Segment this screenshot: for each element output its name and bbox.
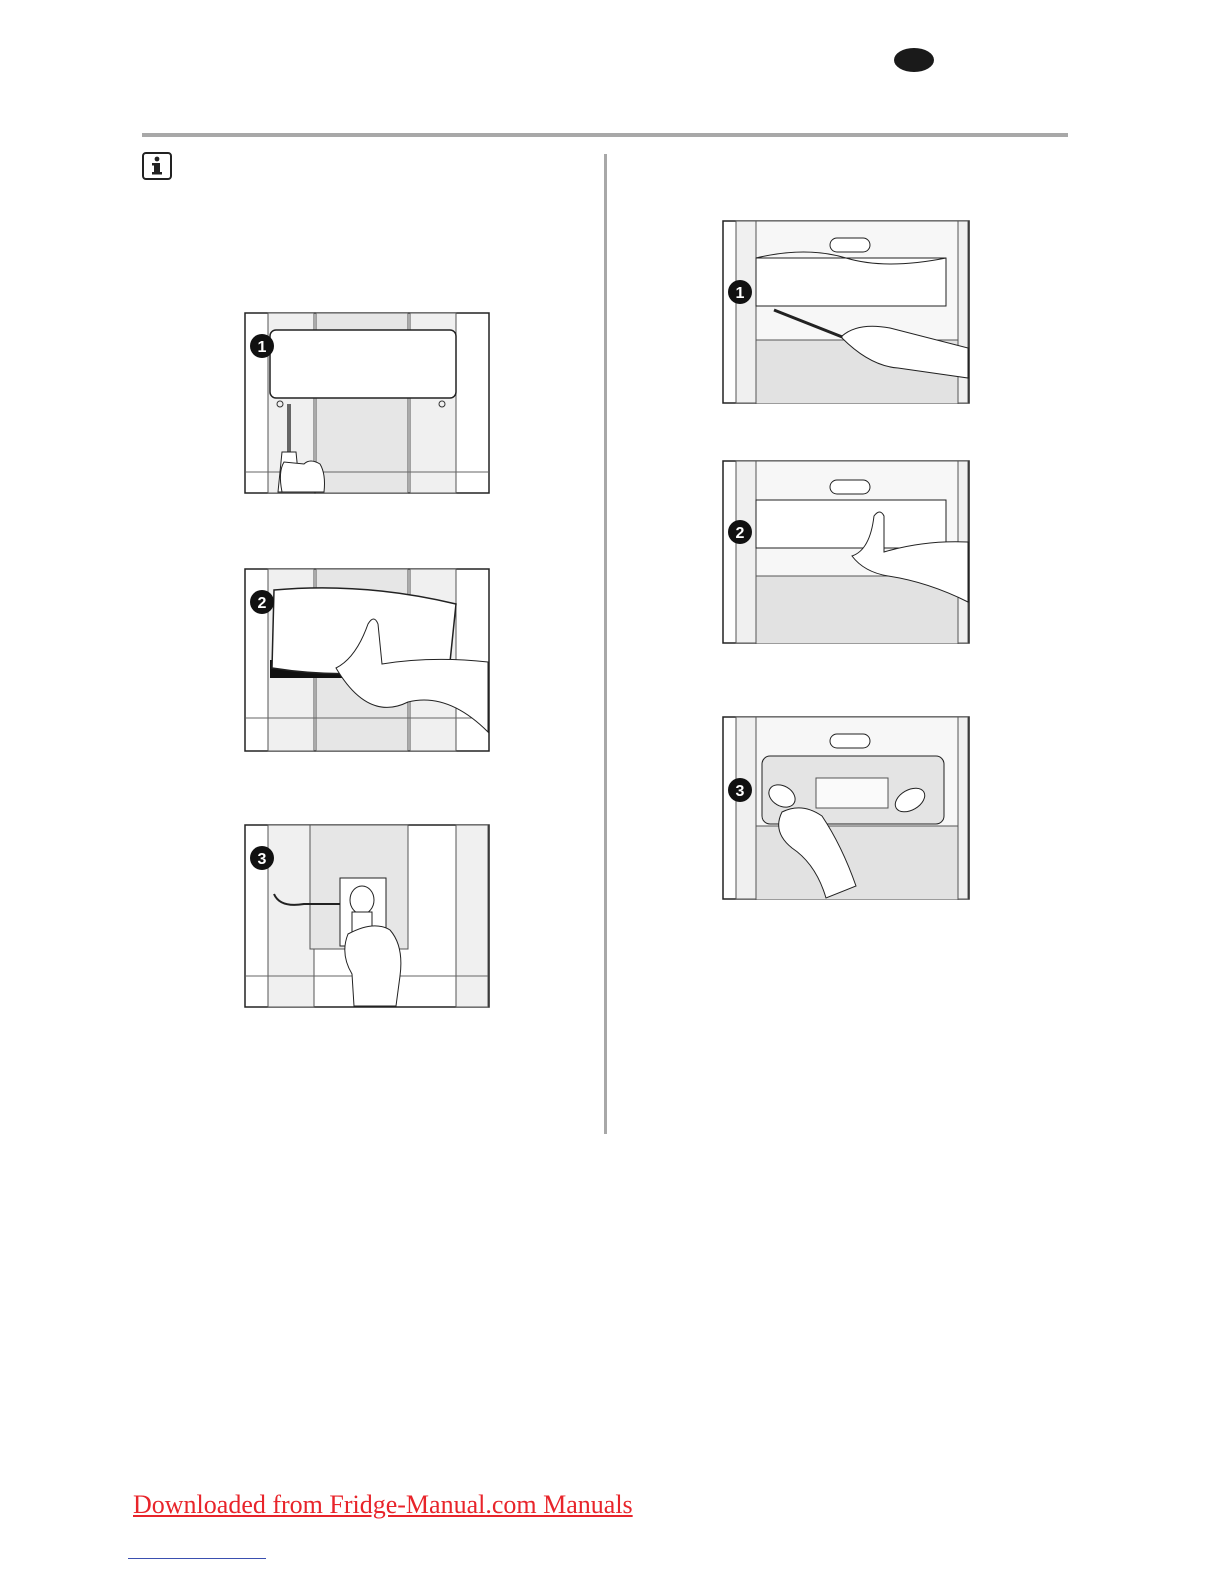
left-figure-step-2: [244, 568, 490, 752]
right-figure-step-3: [722, 716, 970, 900]
svg-text:2: 2: [735, 525, 745, 542]
step-3-marker-icon: [250, 846, 274, 870]
language-badge-icon: [894, 48, 934, 72]
svg-text:3: 3: [257, 851, 267, 868]
svg-text:2: 2: [257, 595, 267, 612]
footer-download-link[interactable]: Downloaded from Fridge-Manual.com Manuals: [133, 1490, 633, 1519]
svg-text:3: 3: [735, 783, 745, 800]
header-rule: [142, 133, 1068, 137]
left-figure-step-1: [244, 312, 490, 494]
left-figure-step-3: [244, 824, 490, 1008]
svg-text:1: 1: [735, 285, 745, 302]
step-1-marker-icon: [250, 334, 274, 358]
step-2-marker-icon: [728, 520, 752, 544]
right-figure-step-2: [722, 460, 970, 644]
step-3-marker-icon: [728, 778, 752, 802]
svg-text:1: 1: [257, 339, 267, 356]
right-figure-step-1: [722, 220, 970, 404]
info-icon: [142, 152, 172, 180]
column-divider: [604, 154, 607, 1134]
footer-rule: [128, 1558, 266, 1559]
step-1-marker-icon: [728, 280, 752, 304]
step-2-marker-icon: [250, 590, 274, 614]
